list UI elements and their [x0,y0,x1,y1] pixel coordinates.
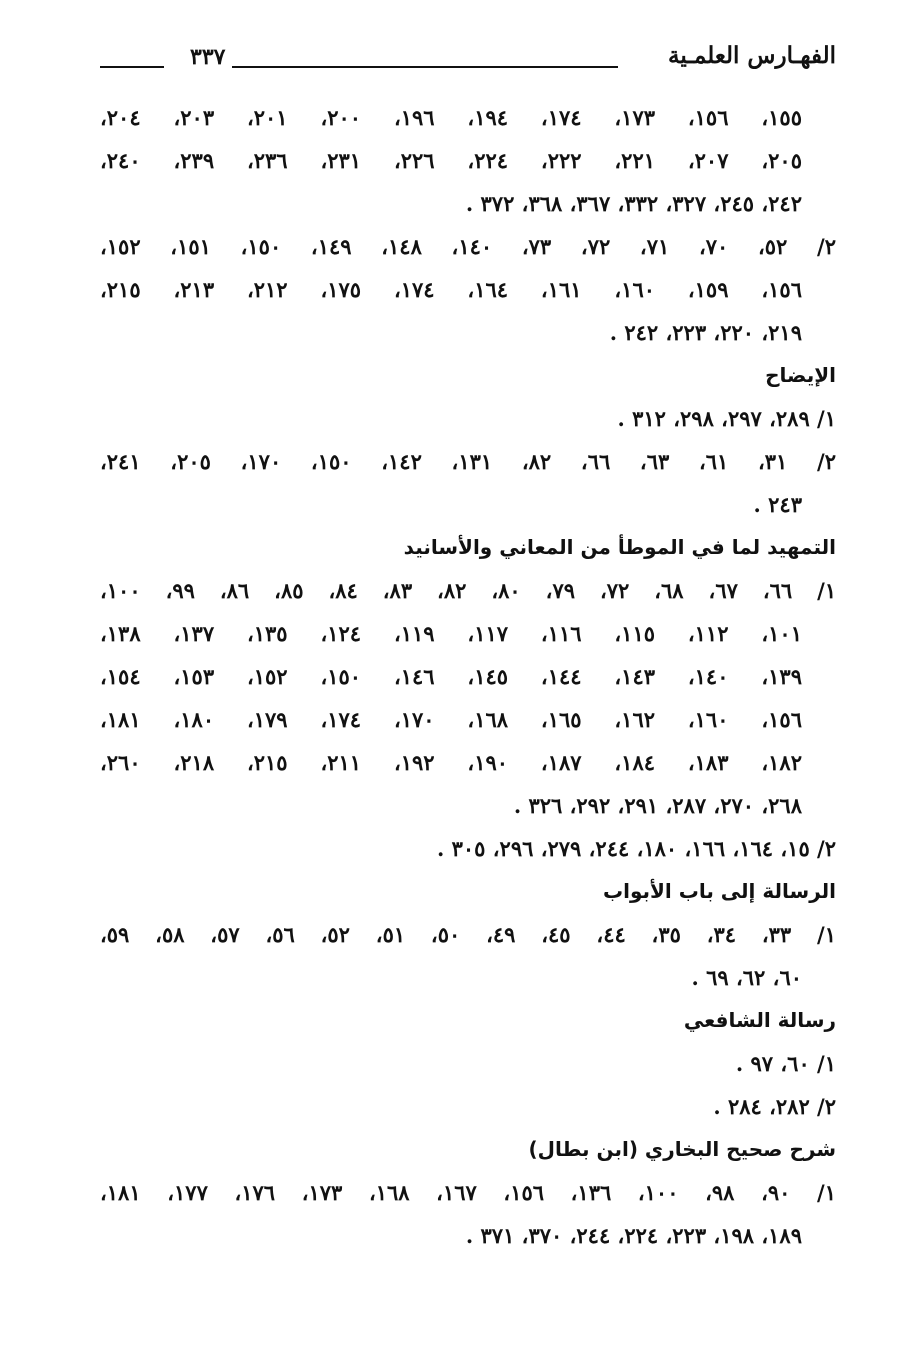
running-header [100,38,836,78]
index-volume-line: ١/ ٩٠، ٩٨، ١٠٠، ١٣٦، ١٥٦، ١٦٧، ١٦٨، ١٧٣، ١٧٦، ١٧٧، ١٨١، [100,1180,836,1205]
index-line-continuation: ٢٦٨، ٢٧٠، ٢٨٧، ٢٩١، ٢٩٢، ٣٢٦ . [513,793,802,818]
index-heading: التمهيد لما في الموطأ من المعاني والأسانيد [403,535,836,559]
index-volume-line: ٢/ ٣١، ٦١، ٦٣، ٦٦، ٨٢، ١٣١، ١٤٢، ١٥٠، ١٧٠، ٢٠٥، ٢٤١، [100,449,836,474]
index-line-continuation: ٦٠، ٦٢، ٦٩ . [691,965,802,990]
index-line-continuation: ٢١٩، ٢٢٠، ٢٢٣، ٢٤٢ . [609,320,802,345]
header-rule [232,66,618,68]
header-title: الفهـارس العلمـية [668,42,836,69]
index-line-continuation: ٢٠٥، ٢٠٧، ٢٢١، ٢٢٢، ٢٢٤، ٢٢٦، ٢٣١، ٢٣٦، ٢٣٩، ٢٤٠، [100,148,802,173]
index-volume-line: ٢/ ٢٨٢، ٢٨٤ . [713,1094,836,1119]
header-rule-short [100,66,164,68]
index-line-continuation: ١٥٦، ١٦٠، ١٦٢، ١٦٥، ١٦٨، ١٧٠، ١٧٤، ١٧٩، ١٨٠، ١٨١، [100,707,802,732]
index-heading: رسالة الشافعي [683,1008,836,1032]
index-volume-line: ١/ ٣٣، ٣٤، ٣٥، ٤٤، ٤٥، ٤٩، ٥٠، ٥١، ٥٢، ٥٦، ٥٧، ٥٨، ٥٩، [100,922,836,947]
index-line-continuation: ١٣٩، ١٤٠، ١٤٣، ١٤٤، ١٤٥، ١٤٦، ١٥٠، ١٥٢، ١٥٣، ١٥٤، [100,664,802,689]
index-heading: الرسالة إلى باب الأبواب [603,879,836,903]
index-volume-line: ١/ ٢٨٩، ٢٩٧، ٢٩٨، ٣١٢ . [617,406,836,431]
index-line-continuation: ٢٤٢، ٢٤٥، ٣٢٧، ٣٣٢، ٣٦٧، ٣٦٨، ٣٧٢ . [465,191,802,216]
index-body [100,96,836,1257]
index-line-continuation: ٢٤٣ . [753,492,802,517]
index-volume-line: ١/ ٦٠، ٩٧ . [735,1051,836,1076]
index-line-continuation: ١٥٦، ١٥٩، ١٦٠، ١٦١، ١٦٤، ١٧٤، ١٧٥، ٢١٢، ٢١٣، ٢١٥، [100,277,802,302]
index-line-continuation: ١٨٩، ١٩٨، ٢٢٣، ٢٢٤، ٢٤٤، ٣٧٠، ٣٧١ . [465,1223,802,1248]
index-line-continuation: ١٠١، ١١٢، ١١٥، ١١٦، ١١٧، ١١٩، ١٢٤، ١٣٥، ١٣٧، ١٣٨، [100,621,802,646]
index-heading: شرح صحيح البخاري (ابن بطال) [528,1137,836,1161]
index-volume-line: ٢/ ٥٢، ٧٠، ٧١، ٧٢، ٧٣، ١٤٠، ١٤٨، ١٤٩، ١٥٠، ١٥١، ١٥٢، [100,234,836,259]
index-line-continuation: ١٥٥، ١٥٦، ١٧٣، ١٧٤، ١٩٤، ١٩٦، ٢٠٠، ٢٠١، ٢٠٣، ٢٠٤، [100,105,802,130]
index-volume-line: ٢/ ١٥، ١٦٤، ١٦٦، ١٨٠، ٢٤٤، ٢٧٩، ٢٩٦، ٣٠٥ . [436,836,836,861]
index-volume-line: ١/ ٦٦، ٦٧، ٦٨، ٧٢، ٧٩، ٨٠، ٨٢، ٨٣، ٨٤، ٨٥، ٨٦، ٩٩، ١٠٠، [100,578,836,603]
index-heading: الإيضاح [765,363,836,387]
index-line-continuation: ١٨٢، ١٨٣، ١٨٤، ١٨٧، ١٩٠، ١٩٢، ٢١١، ٢١٥، ٢١٨، ٢٦٠، [100,750,802,775]
page-number: ٣٣٧ [190,44,226,70]
